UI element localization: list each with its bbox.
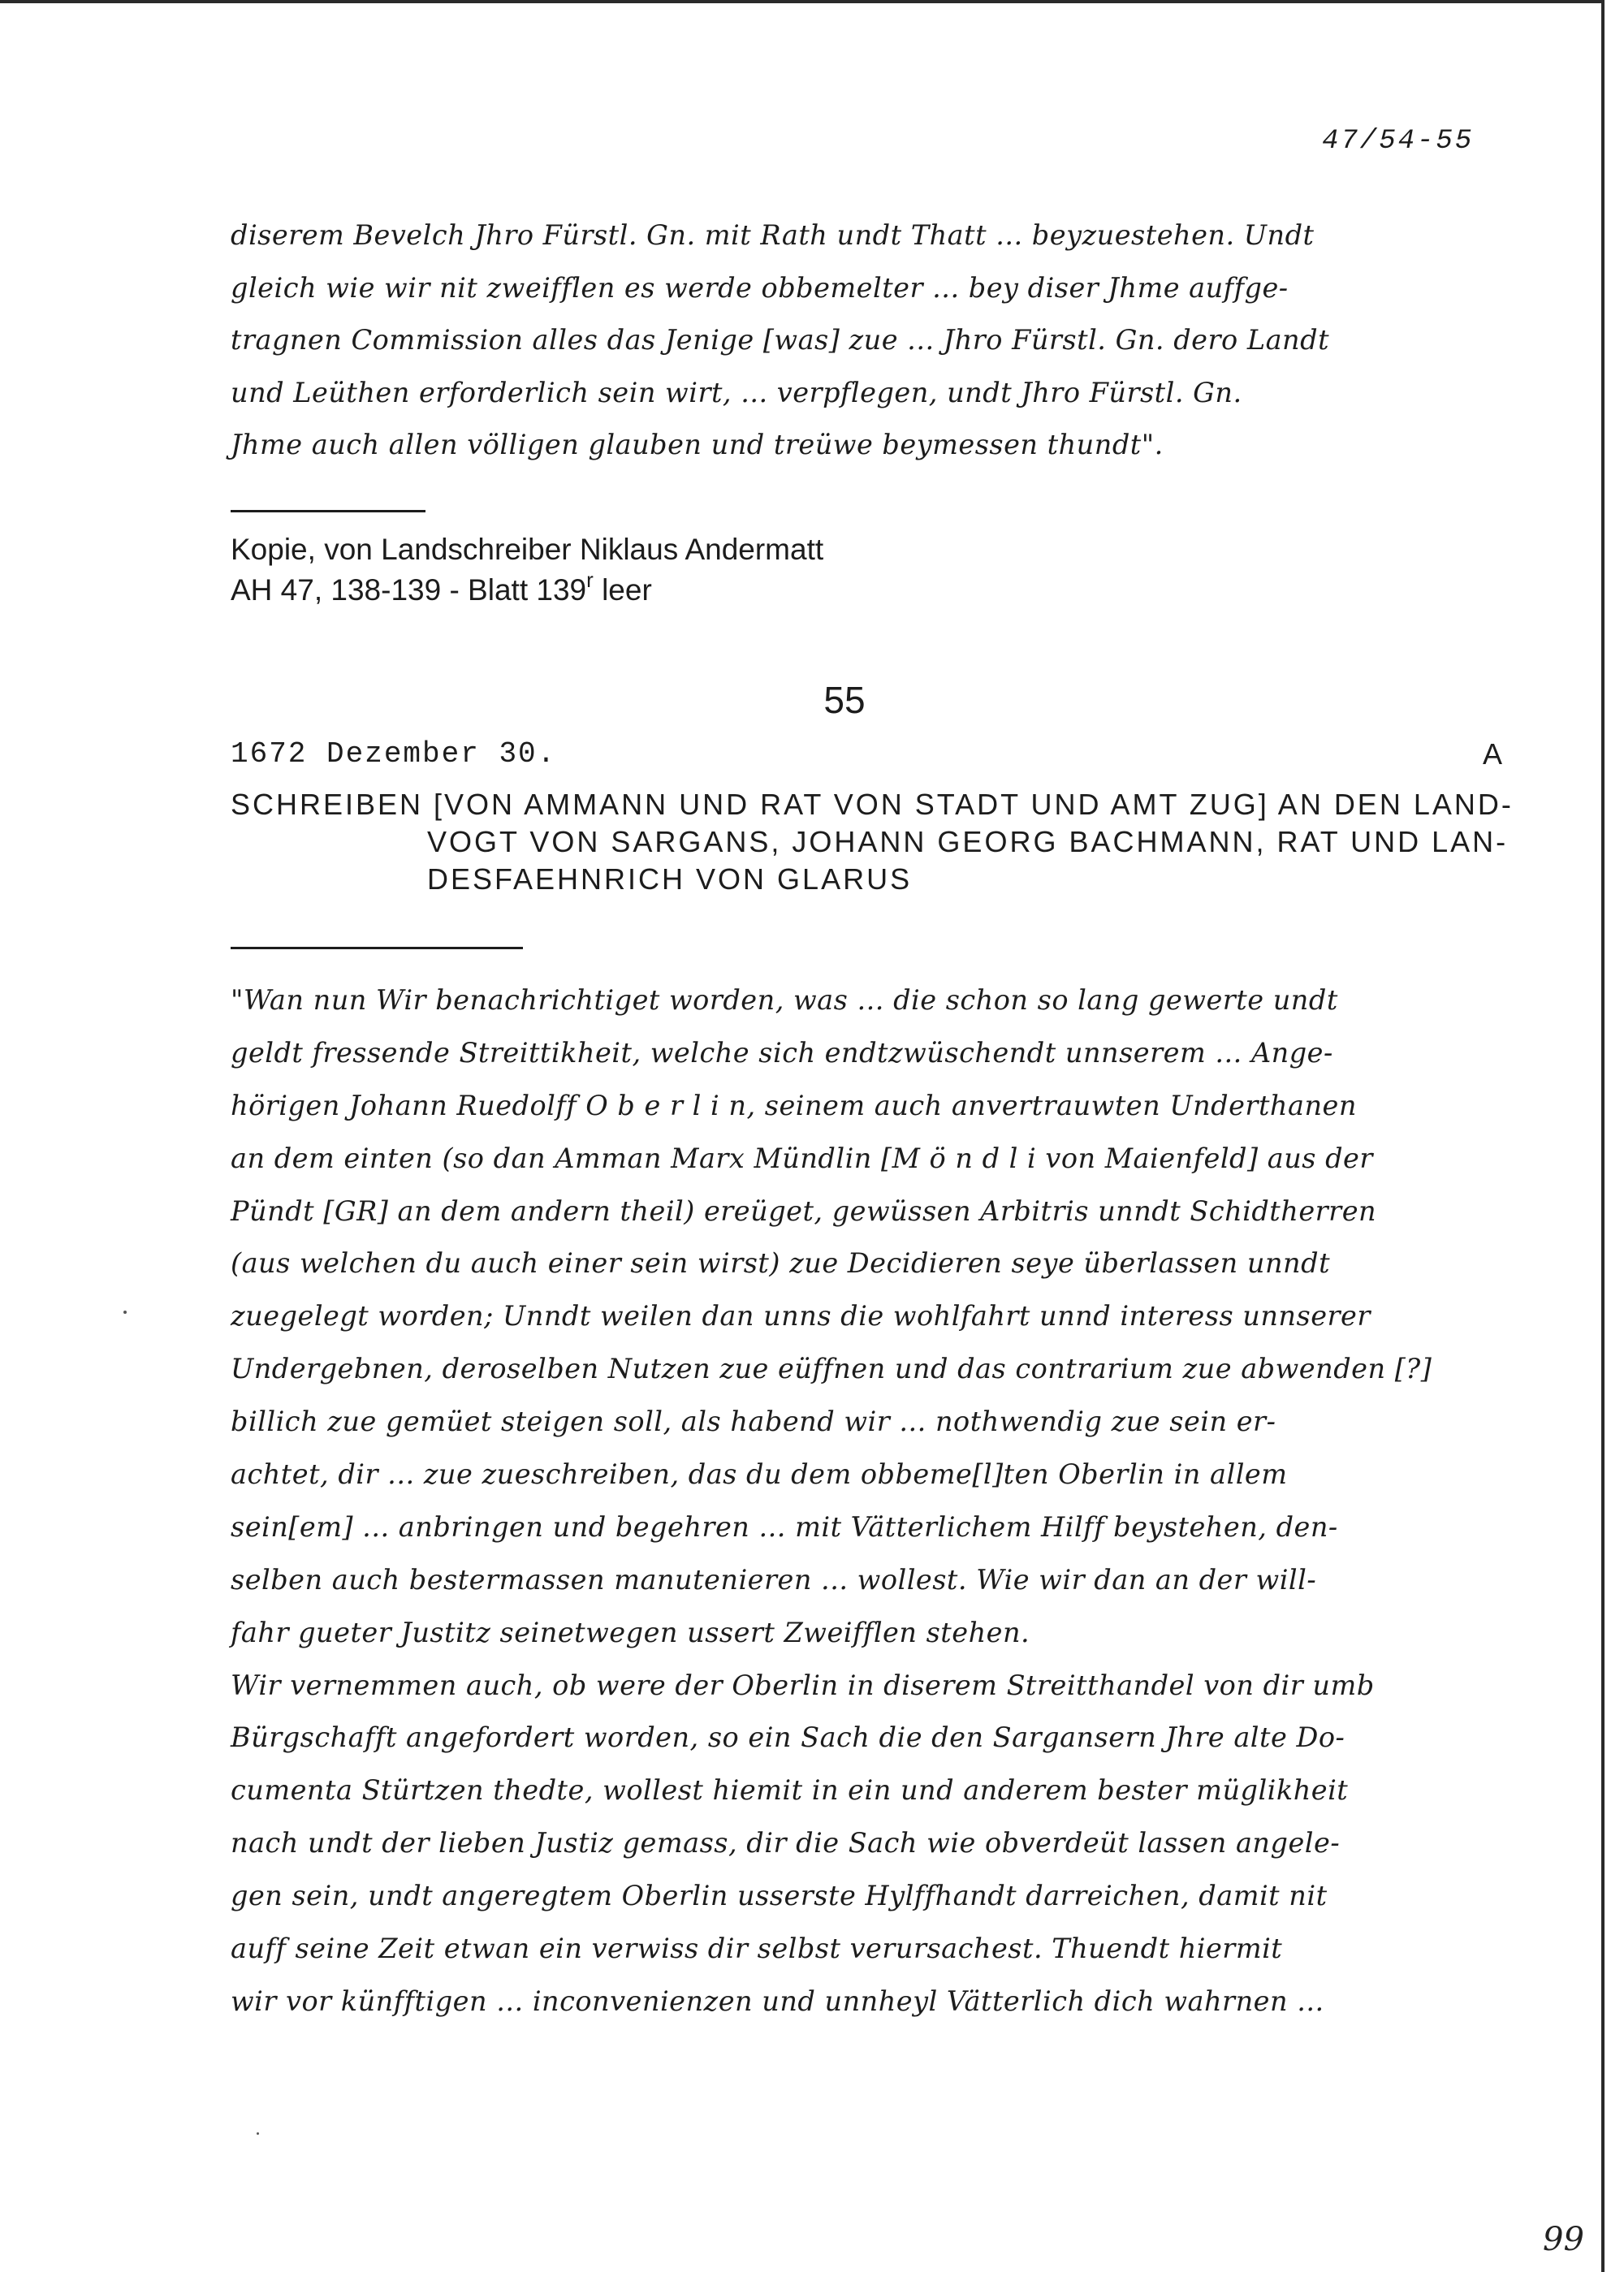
section-rule — [231, 947, 523, 949]
text-line: zuegelegt worden; Unndt weilen dan unns die wohlfahrt unnd interess unnserer — [231, 1300, 1371, 1333]
scan-edge-top — [0, 0, 1604, 3]
source-line: Kopie, von Landschreiber Niklaus Andermatt — [231, 533, 824, 566]
superscript-recto: r — [586, 568, 594, 592]
text-line: auff seine Zeit etwan ein verwiss dir selbst verursachest. Thuendt hiermit — [231, 1933, 1283, 1965]
handwritten-archive-mark: 99 — [1543, 2221, 1584, 2258]
text-line: "Wan nun Wir benachrichtiget worden, was ... die schon so lang gewerte undt — [231, 984, 1338, 1016]
document-category: A — [1483, 737, 1503, 771]
text-line: cumenta Stürtzen thedte, wollest hiemit in ein und anderem bester müglikheit — [231, 1774, 1349, 1807]
footnote-rule — [231, 510, 425, 512]
heading-line: SCHREIBEN [VON AMMANN UND RAT VON STADT UND AMT ZUG] AN DEN LAND- — [231, 788, 1514, 821]
scan-speck — [257, 2132, 259, 2135]
document-heading — [231, 786, 1530, 898]
text-line: und Leüthen erforderlich sein wirt, ... verpflegen, undt Jhro Fürstl. Gn. — [231, 376, 1242, 408]
text-line: achtet, dir ... zue zueschreiben, das du dem obbeme[l]ten Oberlin in allem — [231, 1458, 1288, 1491]
source-text: AH 47, 138-139 - Blatt 139 — [231, 573, 587, 607]
text-line: geldt fressende Streittikheit, welche sich endtzwüschendt unnserem ... Ange- — [231, 1036, 1333, 1069]
document-number: 55 — [823, 679, 866, 721]
text-line: Jhme auch allen völligen glauben und treüwe beymessen thundt". — [231, 429, 1164, 460]
heading-line: VOGT VON SARGANS, JOHANN GEORG BACHMANN, RAT UND LAN- — [427, 825, 1509, 858]
text-line: hörigen Johann Ruedolff O b e r l i n, seinem auch anvertrauwten Underthanen — [231, 1089, 1357, 1121]
text-line: Pündt [GR] an dem andern theil) ereüget, gewüssen Arbitris unndt Schidtherren — [231, 1194, 1377, 1227]
heading-line: DESFAEHNRICH VON GLARUS — [427, 862, 913, 896]
text-line: an dem einten (so dan Amman Marx Mündlin [M ö n d l i von Maienfeld] aus der — [231, 1142, 1373, 1174]
quoted-letter-text — [231, 974, 1530, 2028]
text-line: gen sein, undt angeregtem Oberlin usserste Hylffhandt darreichen, damit nit — [231, 1880, 1328, 1912]
document-date: 1672 Dezember 30. — [231, 737, 557, 771]
text-line: selben auch bestermassen manutenieren ... wollest. Wie wir dan an der will- — [231, 1563, 1317, 1596]
text-line: fahr gueter Justitz seinetwegen ussert Zweifflen stehen. — [231, 1616, 1030, 1648]
source-line — [231, 570, 1530, 613]
text-line: nach undt der lieben Justiz gemass, dir die Sach wie obverdeüt lassen angele- — [231, 1827, 1341, 1859]
source-note — [231, 529, 1530, 613]
text-line: gleich wie wir nit zweifflen es werde obbemelter ... bey diser Jhme auffge- — [231, 271, 1289, 304]
text-line: Undergebnen, deroselben Nutzen zue eüffnen und das contrarium zue abwenden [?] — [231, 1353, 1432, 1385]
scan-speck — [123, 1311, 127, 1314]
scan-edge-right — [1601, 0, 1605, 2272]
previous-document-text — [231, 209, 1530, 472]
text-line: wir vor künfftigen ... inconvenienzen und unnheyl Vätterlich dich wahrnen ... — [231, 1985, 1324, 2017]
text-line: Wir vernemmen auch, ob were der Oberlin in diserem Streitthandel von dir umb — [231, 1669, 1375, 1701]
text-line: Bürgschafft angefordert worden, so ein Sach die den Sargansern Jhre alte Do- — [231, 1721, 1345, 1754]
text-line: tragnen Commission alles das Jenige [was] zue ... Jhro Fürstl. Gn. dero Landt — [231, 324, 1330, 356]
source-text: leer — [593, 573, 652, 607]
text-line: sein[em] ... anbringen und begehren ... mit Vätterlichem Hilff beystehen, den- — [231, 1510, 1338, 1543]
text-line: (aus welchen du auch einer sein wirst) zue Decidieren seye überlassen unndt — [231, 1247, 1331, 1280]
text-line: diserem Bevelch Jhro Fürstl. Gn. mit Rath undt Thatt ... beyzuestehen. Undt — [231, 219, 1315, 251]
page-reference: 47/54-55 — [1322, 126, 1475, 157]
text-line: billich zue gemüet steigen soll, als habend wir ... nothwendig zue sein er- — [231, 1406, 1276, 1438]
